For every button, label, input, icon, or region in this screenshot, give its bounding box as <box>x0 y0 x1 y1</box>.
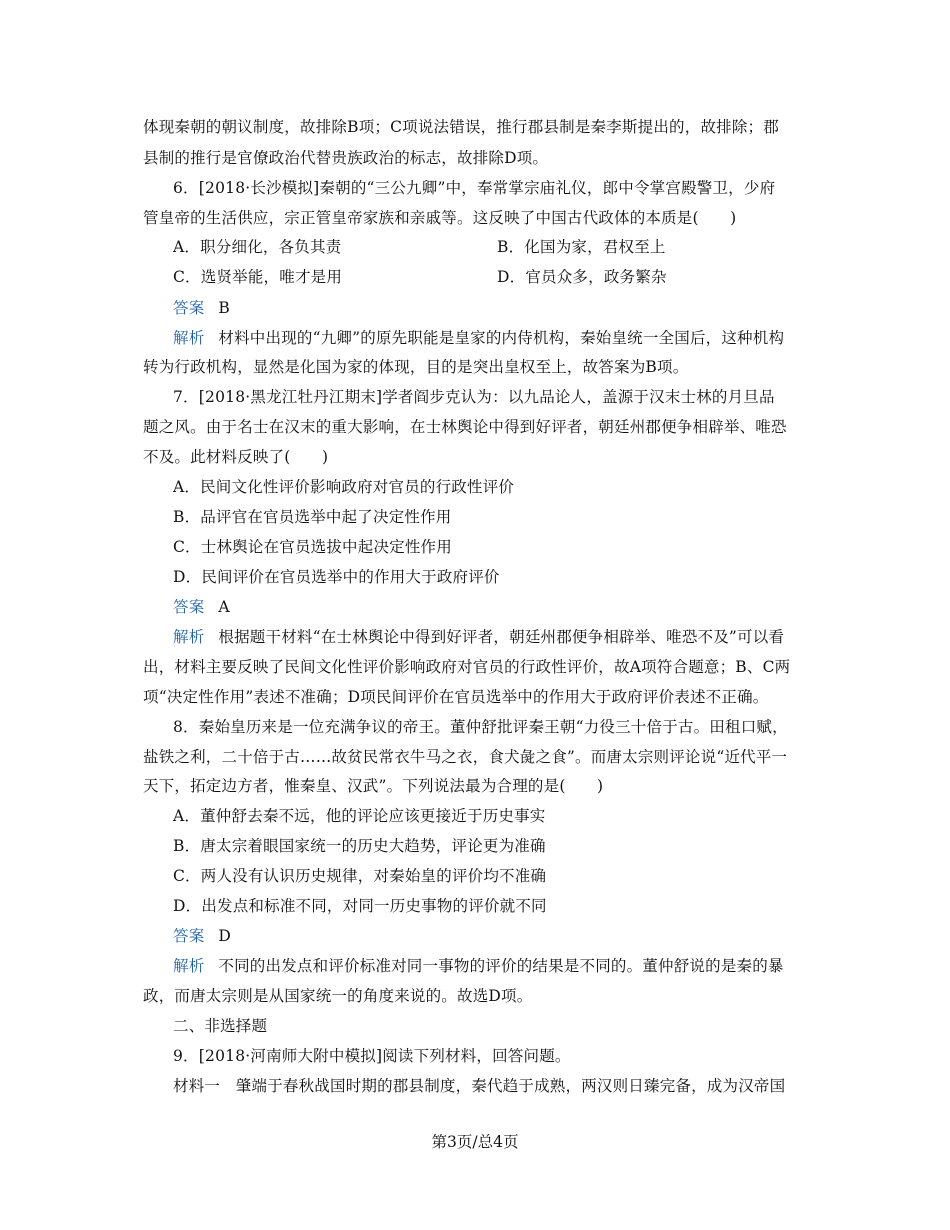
answer-label: 答案 <box>173 299 205 317</box>
q8-option-b: B．唐太宗着眼国家统一的历史大趋势，评论更为准确 <box>173 837 546 855</box>
q7-option-c: C．士林舆论在官员选拔中起决定性作用 <box>173 538 452 556</box>
text-line: 项“决定性作用”表述不准确；D项民间评价在官员选举中的作用大于政府评价表述不正确。 <box>143 688 769 706</box>
text-line: 政，而唐太宗则是从国家统一的角度来说的。故选D项。 <box>143 987 533 1005</box>
analysis-label: 解析 <box>173 329 205 347</box>
section-heading: 二、非选择题 <box>173 1017 268 1035</box>
question-6-stem: 6．[2018·长沙模拟]秦朝的“三公九卿”中，奉常掌宗庙礼仪，郎中令掌宫殿警卫，少府 <box>173 179 776 197</box>
q8-answer <box>173 926 853 946</box>
text-line: 不及。此材料反映了( ) <box>143 448 329 466</box>
q6-option-b: B．化国为家，君权至上 <box>497 238 666 256</box>
answer-value: A <box>218 598 230 616</box>
text-line: 题之风。由于名士在汉末的重大影响，在士林舆论中得到好评者，朝廷州郡便争相辟举、唯恐 <box>143 418 787 436</box>
material-one: 材料一 肇端于春秋战国时期的郡县制度，秦代趋于成熟，两汉则日臻完备，成为汉帝国 <box>173 1077 786 1095</box>
q8-option-d: D．出发点和标准不同，对同一历史事物的评价就不同 <box>173 897 547 915</box>
q6-option-a: A．职分细化，各负其责 <box>173 238 342 256</box>
q7-option-d: D．民间评价在官员选举中的作用大于政府评价 <box>173 568 500 586</box>
q6-analysis <box>173 328 853 348</box>
text-line: 县制的推行是官僚政治代替贵族政治的标志，故排除D项。 <box>143 149 549 167</box>
q8-analysis <box>173 956 853 976</box>
q7-option-a: A．民间文化性评价影响政府对官员的行政性评价 <box>173 478 515 496</box>
q8-option-a: A．董仲舒去秦不远，他的评论应该更接近于历史事实 <box>173 807 546 825</box>
answer-value: D <box>218 927 232 945</box>
answer-label: 答案 <box>173 598 205 616</box>
answer-label: 答案 <box>173 927 205 945</box>
analysis-label: 解析 <box>173 628 205 646</box>
answer-value: B <box>218 299 230 317</box>
q7-answer <box>173 597 853 617</box>
question-9-stem: 9．[2018·河南师大附中模拟]阅读下列材料，回答问题。 <box>173 1047 571 1065</box>
analysis-text: 根据题干材料“在士林舆论中得到好评者，朝廷州郡便争相辟举、唯恐不及”可以看 <box>218 628 785 646</box>
question-8-stem: 8．秦始皇历来是一位充满争议的帝王。董仲舒批评秦王朝“力役三十倍于古。田租口赋， <box>173 718 788 736</box>
analysis-text: 不同的出发点和评价标准对同一事物的评价的结果是不同的。董仲舒说的是秦的暴 <box>218 957 784 975</box>
text-line: 转为行政机构，显然是化国为家的体现，目的是突出皇权至上，故答案为B项。 <box>143 358 689 376</box>
question-7-stem: 7．[2018·黑龙江牡丹江期末]学者阎步克认为：以九品论人，盖源于汉末士林的月旦品 <box>173 388 775 406</box>
q8-option-c: C．两人没有认识历史规律，对秦始皇的评价均不准确 <box>173 867 547 885</box>
text-line: 盐铁之利，二十倍于古……故贫民常衣牛马之衣，食犬彘之食”。而唐太宗则评论说“近代平一 <box>143 748 788 766</box>
text-line: 出，材料主要反映了民间文化性评价影响政府对官员的行政性评价，故A项符合题意；B、C两 <box>143 658 791 676</box>
text-line: 天下，拓定边方者，惟秦皇、汉武”。下列说法最为合理的是( ) <box>143 777 604 795</box>
q6-option-c: C．选贤举能，唯才是用 <box>173 268 343 286</box>
text-line: 体现秦朝的朝议制度，故排除B项；C项说法错误，推行郡县制是秦李斯提出的，故排除；郡 <box>143 118 779 136</box>
page-footer: 第3页/总4页 <box>431 1133 519 1151</box>
q7-option-b: B．品评官在官员选举中起了决定性作用 <box>173 508 452 526</box>
q6-option-d: D．官员众多，政务繁杂 <box>497 268 667 286</box>
q6-answer <box>173 298 853 318</box>
analysis-text: 材料中出现的“九卿”的原先职能是皇家的内侍机构，秦始皇统一全国后，这种机构 <box>218 329 785 347</box>
question-6-stem-cont: 管皇帝的生活供应，宗正管皇帝家族和亲戚等。这反映了中国古代政体的本质是( ) <box>143 209 737 227</box>
q7-analysis <box>173 627 853 647</box>
analysis-label: 解析 <box>173 957 205 975</box>
